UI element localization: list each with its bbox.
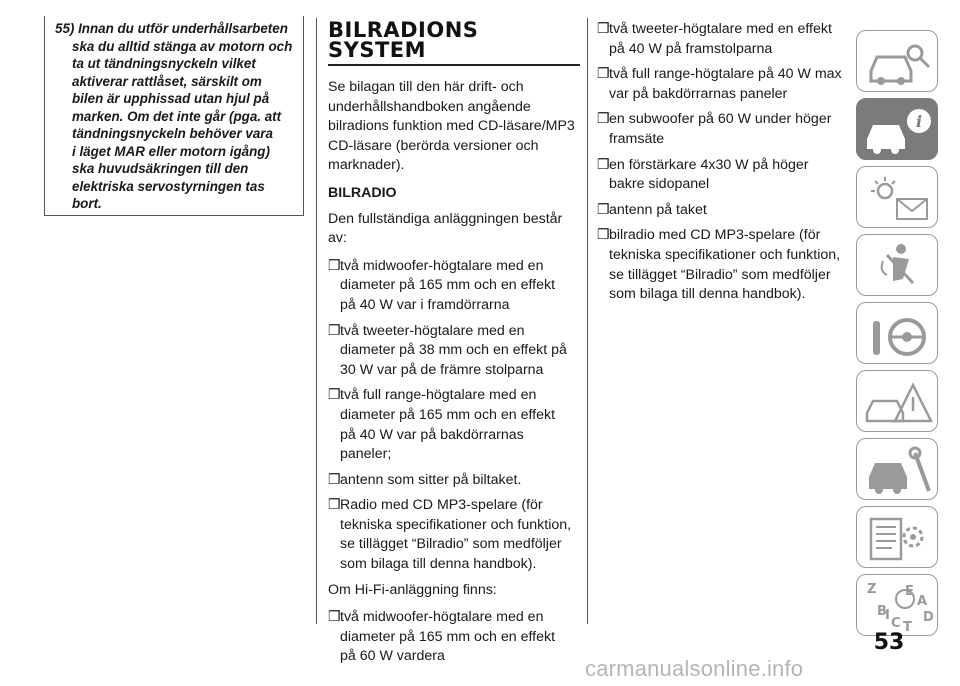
svg-text:E: E (905, 584, 914, 599)
bullet-text-line: två full range-högtalare med en (340, 387, 537, 404)
checkbox-bullet-icon: ❒ (328, 387, 341, 404)
chapter-tab[interactable] (856, 30, 938, 92)
note-line: bort. (72, 196, 102, 211)
text-line: CD-läsare (berörda versioner och (328, 137, 539, 154)
bullet-item (597, 110, 849, 149)
bullet-text-line: diameter på 165 mm och en effekt (340, 406, 556, 423)
bullet-text-line: framsäte (609, 130, 665, 147)
chapter-tabs (856, 30, 940, 642)
svg-text:T: T (903, 620, 912, 635)
bullet-text-line: antenn på taket (609, 201, 707, 218)
middle-column (328, 20, 580, 673)
bullet-text-line: två midwoofer-högtalare med en (340, 609, 544, 626)
text-line: marknader). (328, 157, 405, 174)
bullet-item (597, 226, 849, 304)
note-line: ska du alltid stänga av motorn och (72, 38, 293, 54)
chapter-tab[interactable] (856, 574, 938, 636)
checkbox-bullet-icon: ❒ (328, 609, 341, 626)
note-line: ta ut tändningsnyckeln vilket (72, 56, 256, 71)
bullet-text-line: bakre sidopanel (609, 176, 710, 193)
bullet-text-line: en förstärkare 4x30 W på höger (609, 156, 809, 173)
chapter-tab[interactable] (856, 98, 938, 160)
bullet-text-line: tekniska specifikationer och funktion, (609, 246, 841, 263)
bullet-text-line: på 40 W var i framdörrarna (340, 296, 510, 313)
bullet-text-line: på 40 W var på bakdörrarnas (340, 426, 524, 443)
svg-text:B: B (877, 604, 887, 619)
bullet-text-line: se tillägget “Bilradio” som medföljer (340, 536, 562, 553)
warning-note-box (44, 16, 304, 216)
text-line: av: (328, 230, 347, 247)
chapter-tab[interactable] (856, 438, 938, 500)
note-line: aktiverar rattlåset, särskilt om (72, 73, 262, 89)
note-line: tändningsnyckeln behöver vara (72, 126, 273, 141)
bullet-text-line: två midwoofer-högtalare med en (340, 257, 544, 274)
bullet-list (328, 608, 580, 667)
bullet-text-line: en subwoofer på 60 W under höger (609, 111, 832, 128)
bullet-item (328, 496, 580, 574)
note-line: i läget MAR eller motorn igång) (72, 143, 270, 159)
checkbox-bullet-icon: ❒ (328, 471, 341, 488)
note-line: bilen är upphissad utan hjul på (72, 91, 270, 106)
bullet-text-line: diameter på 38 mm och en effekt på (340, 342, 567, 359)
chapter-tab[interactable] (856, 234, 938, 296)
chapter-tab[interactable] (856, 506, 938, 568)
checkbox-bullet-icon: ❒ (328, 322, 341, 339)
chapter-tab[interactable] (856, 370, 938, 432)
svg-text:C: C (891, 616, 901, 631)
heading-line: BILRADIONS (328, 18, 479, 42)
watermark: carmanualsonline.info (585, 656, 804, 681)
column-divider (316, 18, 317, 624)
bullet-text-line: som bilaga till denna handbok). (609, 286, 806, 303)
checkbox-bullet-icon: ❒ (597, 111, 610, 128)
bullet-text-line: tekniska specifikationer och funktion, (340, 516, 572, 533)
bullet-text-line: se tillägget “Bilradio” som medföljer (609, 266, 831, 283)
svg-text:A: A (917, 594, 928, 609)
bullet-text-line: två tweeter-högtalare med en effekt (609, 21, 832, 37)
lead-paragraph (328, 210, 580, 249)
checkbox-bullet-icon: ❒ (597, 201, 610, 218)
bullet-item (328, 386, 580, 464)
bullet-list (328, 257, 580, 575)
column-divider (587, 18, 588, 624)
bullet-text-line: bilradio med CD MP3-spelare (för (609, 227, 821, 244)
note-line: ska huvudsäkringen till den (72, 161, 249, 176)
right-column (597, 20, 849, 311)
bullet-item (597, 201, 849, 221)
subheading: BILRADIO (328, 184, 397, 201)
bullet-text-line: 30 W var på de främre stolparna (340, 361, 544, 378)
note-line: 55) Innan du utför underhållsarbeten (55, 21, 288, 36)
warning-note-text (55, 20, 305, 213)
note-line: elektriska servostyrningen tas (72, 178, 265, 194)
bullet-text-line: två tweeter-högtalare med en (340, 322, 525, 339)
bullet-item (328, 257, 580, 316)
bullet-text-line: Radio med CD MP3-spelare (för (340, 497, 543, 514)
text-line: Se bilagan till den här drift- och (328, 79, 524, 95)
bullet-item (328, 471, 580, 491)
bullet-list (597, 20, 849, 305)
bullet-text-line: var på bakdörrarnas paneler (609, 85, 788, 102)
bullet-text-line: diameter på 165 mm och en effekt (340, 277, 556, 294)
bullet-item (328, 322, 580, 381)
section-heading (328, 20, 580, 66)
text-line: bilradions funktion med CD-läsare/MP3 (328, 118, 575, 135)
checkbox-bullet-icon: ❒ (597, 66, 610, 83)
checkbox-bullet-icon: ❒ (597, 227, 610, 244)
intro-paragraph (328, 78, 580, 176)
bullet-item (597, 65, 849, 104)
text-line: underhållshandboken angående (328, 98, 531, 115)
bullet-text-line: paneler; (340, 446, 392, 463)
text-line: Den fullständiga anläggningen består (328, 210, 563, 227)
checkbox-bullet-icon: ❒ (328, 257, 341, 274)
bullet-item (328, 608, 580, 667)
svg-text:i: i (915, 112, 923, 131)
page-number: 53 (873, 630, 905, 655)
bullet-text-line: på 40 W på framstolparna (609, 40, 773, 57)
svg-text:Z: Z (867, 582, 877, 597)
checkbox-bullet-icon: ❒ (597, 21, 610, 37)
bullet-text-line: diameter på 165 mm och en effekt (340, 628, 556, 645)
bullet-text-line: som bilaga till denna handbok). (340, 556, 537, 573)
chapter-tab[interactable] (856, 302, 938, 364)
chapter-tab[interactable] (856, 166, 938, 228)
checkbox-bullet-icon: ❒ (328, 497, 341, 514)
note-line: marken. Om det inte går (pga. att (72, 108, 282, 124)
svg-text:D: D (923, 610, 934, 625)
bullet-item (597, 156, 849, 195)
bullet-text-line: antenn som sitter på biltaket. (340, 471, 522, 488)
heading-line: SYSTEM (328, 38, 427, 62)
bullet-text-line: två full range-högtalare på 40 W max (609, 66, 842, 83)
hifi-lead: Om Hi-Fi-anläggning finns: (328, 581, 497, 598)
bullet-item (597, 20, 849, 59)
svg-text:I: I (885, 608, 890, 623)
checkbox-bullet-icon: ❒ (597, 156, 610, 173)
bullet-text-line: på 60 W vardera (340, 648, 445, 665)
